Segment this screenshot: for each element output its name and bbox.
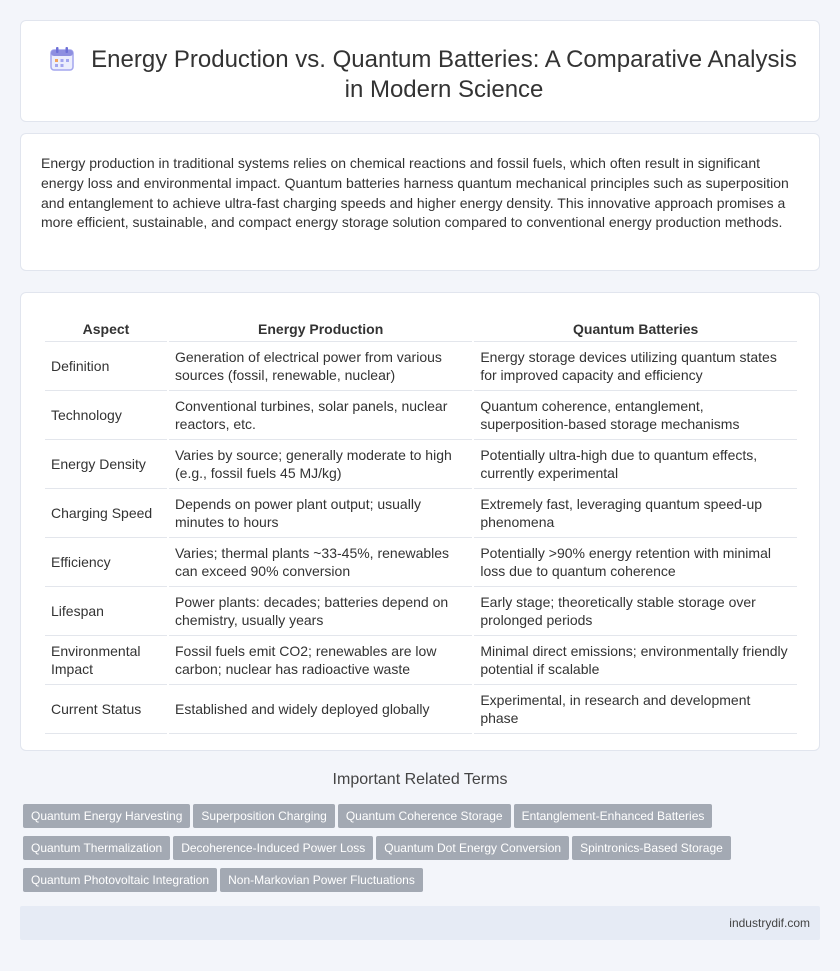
quantum-cell: Quantum coherence, entanglement, superposition-based storage mechanisms [474, 391, 797, 440]
calendar-icon [48, 45, 76, 73]
footer [20, 906, 820, 940]
page-title: Energy Production vs. Quantum Batteries: A Comparative Analysis in Modern Science [91, 46, 797, 103]
related-term-tag[interactable]: Quantum Energy Harvesting [23, 804, 190, 828]
related-terms-list [23, 804, 823, 900]
footer-site-link[interactable]: industrydif.com [729, 916, 810, 930]
production-cell: Established and widely deployed globally [169, 685, 472, 734]
table-row [45, 342, 797, 391]
production-cell: Depends on power plant output; usually minutes to hours [169, 489, 472, 538]
quantum-cell: Minimal direct emissions; environmentally friendly potential if scalable [474, 636, 797, 685]
table-row [45, 685, 797, 734]
related-term-tag[interactable]: Quantum Coherence Storage [338, 804, 511, 828]
quantum-cell: Potentially >90% energy retention with minimal loss due to quantum coherence [474, 538, 797, 587]
quantum-cell: Experimental, in research and development phase [474, 685, 797, 734]
related-term-tag[interactable]: Superposition Charging [193, 804, 334, 828]
related-term-tag[interactable]: Quantum Dot Energy Conversion [376, 836, 569, 860]
table-row [45, 538, 797, 587]
title-card [20, 20, 820, 122]
production-cell: Power plants: decades; batteries depend on chemistry, usually years [169, 587, 472, 636]
table-row [45, 391, 797, 440]
production-cell: Fossil fuels emit CO2; renewables are low carbon; nuclear has radioactive waste [169, 636, 472, 685]
production-cell: Generation of electrical power from various sources (fossil, renewable, nuclear) [169, 342, 472, 391]
quantum-cell: Extremely fast, leveraging quantum speed-up phenomena [474, 489, 797, 538]
production-cell: Varies; thermal plants ~33-45%, renewables can exceed 90% conversion [169, 538, 472, 587]
related-term-tag[interactable]: Decoherence-Induced Power Loss [173, 836, 373, 860]
intro-card [20, 133, 820, 271]
intro-paragraph: Energy production in traditional systems relies on chemical reactions and fossil fuels, which often result in significant energy loss and environmental impact. Quantum batteries harness quantum mechanical principles such as superposition and entanglement to achieve ultra-fast charging speeds and higher energy density. This innovative approach promises a more efficient, sustainable, and compact energy storage solution compared to conventional energy production methods. [41, 155, 789, 231]
table-row [45, 440, 797, 489]
production-cell: Varies by source; generally moderate to high (e.g., fossil fuels 45 MJ/kg) [169, 440, 472, 489]
quantum-cell: Energy storage devices utilizing quantum states for improved capacity and efficiency [474, 342, 797, 391]
aspect-cell: Current Status [45, 685, 167, 734]
production-cell: Conventional turbines, solar panels, nuclear reactors, etc. [169, 391, 472, 440]
aspect-cell: Environmental Impact [45, 636, 167, 685]
related-term-tag[interactable]: Quantum Photovoltaic Integration [23, 868, 217, 892]
table-row [45, 489, 797, 538]
aspect-cell: Energy Density [45, 440, 167, 489]
table-row [45, 587, 797, 636]
aspect-cell: Technology [45, 391, 167, 440]
header-aspect: Aspect [45, 313, 167, 342]
header-energy-production: Energy Production [169, 313, 472, 342]
quantum-cell: Early stage; theoretically stable storage over prolonged periods [474, 587, 797, 636]
table-row [45, 636, 797, 685]
related-term-tag[interactable]: Quantum Thermalization [23, 836, 170, 860]
header-quantum-batteries: Quantum Batteries [474, 313, 797, 342]
comparison-card [20, 292, 820, 751]
related-terms-heading: Important Related Terms [332, 771, 508, 788]
table-header-row [45, 313, 797, 342]
related-term-tag[interactable]: Non-Markovian Power Fluctuations [220, 868, 423, 892]
comparison-table [43, 313, 799, 734]
related-term-tag[interactable]: Spintronics-Based Storage [572, 836, 731, 860]
aspect-cell: Efficiency [45, 538, 167, 587]
quantum-cell: Potentially ultra-high due to quantum effects, currently experimental [474, 440, 797, 489]
aspect-cell: Lifespan [45, 587, 167, 636]
aspect-cell: Definition [45, 342, 167, 391]
aspect-cell: Charging Speed [45, 489, 167, 538]
related-term-tag[interactable]: Entanglement-Enhanced Batteries [514, 804, 713, 828]
